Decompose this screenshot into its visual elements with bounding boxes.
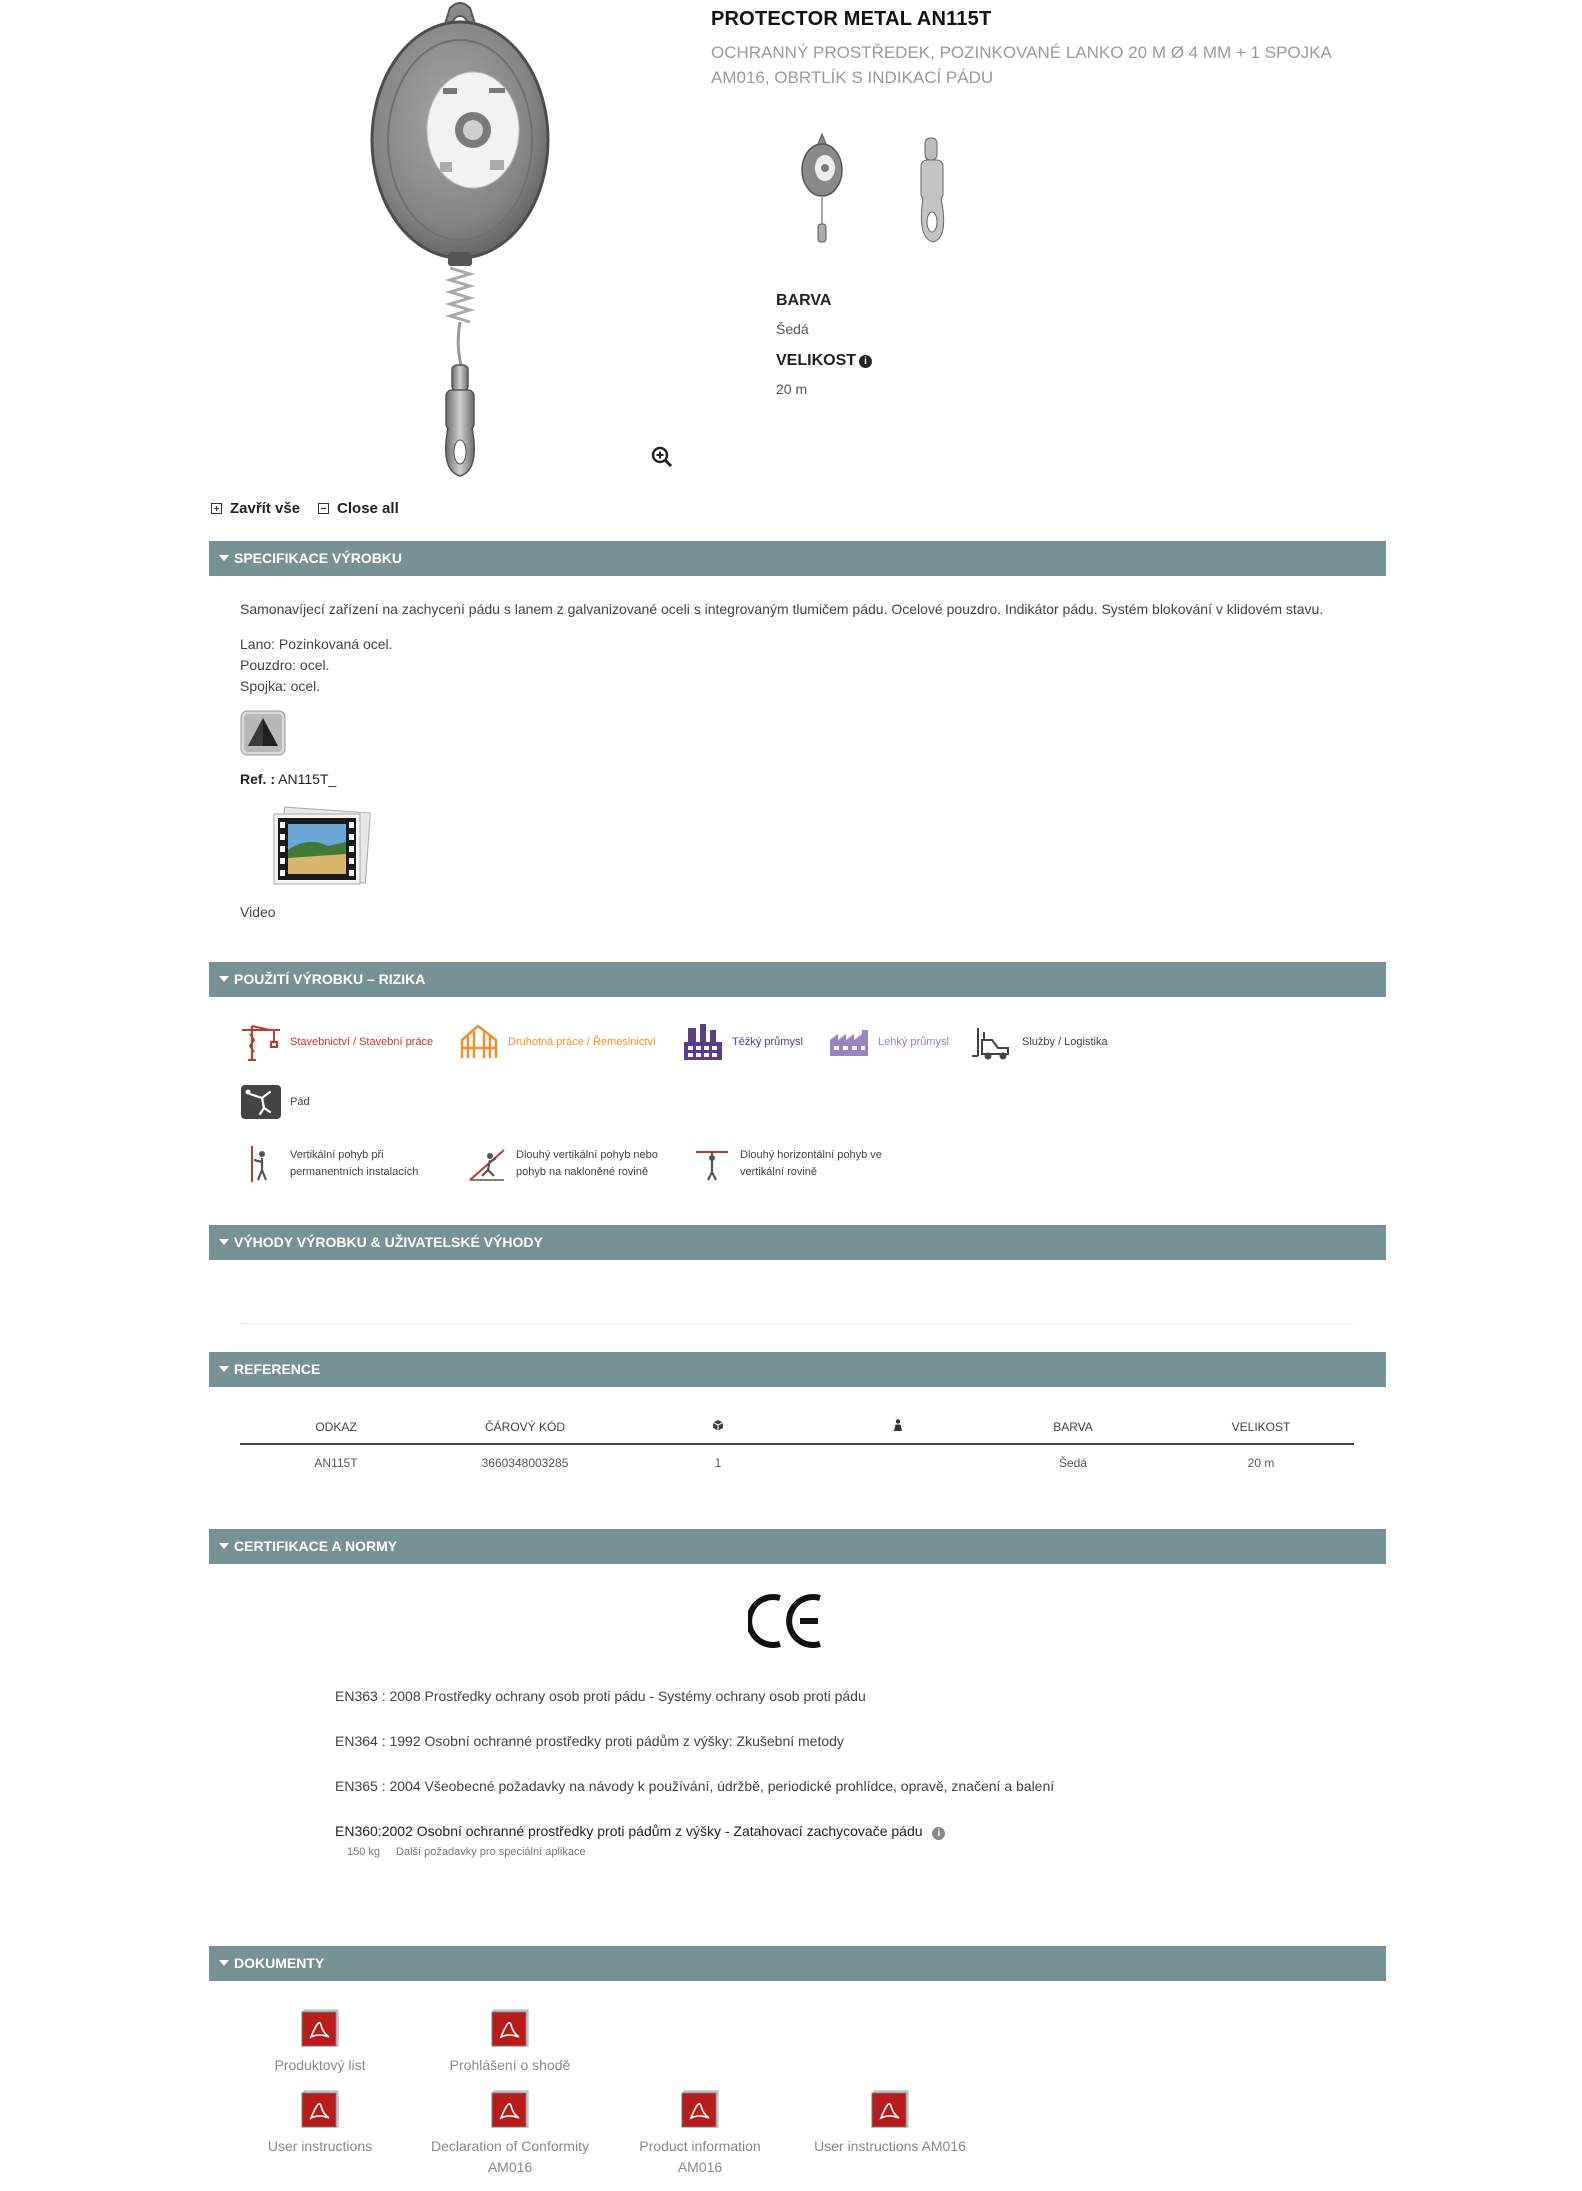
product-main-image[interactable] [340,0,580,480]
section-header-benefits[interactable] [209,1225,1386,1260]
ref-value: AN115T_ [278,771,337,787]
sector-label: Služby / Logistika [1022,1036,1108,1048]
sector-label: Těžký průmysl [732,1036,803,1048]
cell-size: 20 m [1247,1455,1275,1470]
col-color: BARVA [978,1410,1168,1444]
light-industry-icon [828,1022,870,1062]
sector-logistics [972,1022,1108,1062]
norm-en365: EN365 : 2004 Všeobecné požadavky na návody k používání, údržbě, periodické prohlídce, opravě, značení a balení [335,1778,1055,1794]
doc-product-info-am016[interactable] [590,2088,810,2178]
sector-light-industry [828,1022,949,1062]
movement-inclined [466,1144,658,1184]
doc-label-2: AM016 [677,2159,723,2175]
pdf-icon [299,2007,341,2049]
movement-label [290,1147,418,1181]
video-label[interactable]: Video [240,904,276,920]
doc-label-2: AM016 [487,2159,533,2175]
expand-all-button[interactable] [211,500,300,517]
caret-down-icon [219,1366,229,1372]
caret-down-icon [219,1543,229,1549]
heavy-industry-icon [682,1022,724,1062]
spec-material-2: Pouzdro: ocel. [240,657,330,673]
thumbnail-device[interactable] [782,130,862,250]
info-icon[interactable]: i [859,355,872,368]
thumbnail-snap-hook[interactable] [895,130,975,250]
cell-box: 1 [714,1455,722,1470]
pdf-icon [679,2088,721,2130]
sector-heavy-industry [682,1022,803,1062]
doc-declaration-am016[interactable] [400,2088,620,2178]
risk-fall [240,1082,310,1122]
expand-all-label: Zavřít vše [230,500,301,517]
doc-user-instructions[interactable] [210,2088,430,2157]
cell-color: Šedá [1058,1455,1088,1470]
pdf-icon [869,2088,911,2130]
doc-label: Declaration of Conformity [431,2138,589,2154]
norm-sub-text: Další požadavky pro speciální aplikace [396,1846,586,1858]
spec-material-3: Spojka: ocel. [240,678,321,694]
color-label: BARVA [776,292,832,309]
person-icon [818,1410,978,1444]
table-row [240,1444,1354,1480]
minus-square-icon [318,503,329,514]
usage-header-label: POUŽITÍ VÝROBKU – RIZIKA [234,971,426,987]
table-header-row [240,1410,1354,1444]
section-header-reference[interactable] [209,1352,1386,1387]
box-icon [618,1410,818,1444]
movement-label [740,1147,882,1181]
brand-logo-icon [240,710,286,756]
norm-en360: EN360:2002 Osobní ochranné prostředky proti pádům z výšky - Zatahovací zachycovače pádu [335,1823,923,1839]
caret-down-icon [219,555,229,561]
close-all-label: Close all [337,500,399,517]
col-barcode: ČÁROVÝ KÓD [432,1410,618,1444]
doc-label: User instructions AM016 [814,2138,966,2154]
col-size: VELIKOST [1168,1410,1354,1444]
close-all-button[interactable] [318,500,399,517]
house-frame-icon [458,1022,500,1062]
vertical-movement-icon [240,1144,282,1184]
movement-label-line-1: Vertikální pohyb při [290,1149,384,1161]
movement-horizontal [690,1144,882,1184]
doc-label: User instructions [267,2138,373,2154]
doc-label: Prohlášení o shodě [449,2057,571,2073]
spec-material-1: Lano: Pozinkovaná ocel. [240,636,393,652]
crane-icon [240,1022,282,1062]
sector-label: Stavebnictví / Stavební práce [290,1036,434,1048]
norm-sub [347,1846,586,1858]
movement-label [516,1147,658,1181]
forklift-icon [972,1022,1014,1062]
sector-craft [458,1022,656,1062]
norm-sub-weight: 150 kg [347,1846,381,1858]
caret-down-icon [219,976,229,982]
benefits-header-label: VÝHODY VÝROBKU & UŽIVATELSKÉ VÝHODY [234,1234,543,1250]
cell-person [818,1444,978,1480]
movement-vertical [240,1144,418,1184]
sector-label: Lehký průmysl [878,1036,949,1048]
video-thumbnail-icon[interactable] [268,806,372,890]
divider [240,1323,1354,1324]
movement-label-line-2: pohyb na nakloněné rovině [516,1166,649,1178]
plus-square-icon [211,503,222,514]
ce-mark-icon [748,1590,828,1652]
size-value: 20 m [776,381,808,397]
risk-label: Pád [290,1096,310,1108]
spec-header-label: SPECIFIKACE VÝROBKU [234,550,403,566]
norm-en360-line [335,1823,945,1840]
size-label-wrap [776,352,872,370]
product-subtitle: OCHRANNÝ PROSTŘEDEK, POZINKOVANÉ LANKO 20 M Ø 4 MM + 1 SPOJKA AM016, OBRTLÍK S INDIKACÍ PÁDU [711,43,1331,87]
product-title: PROTECTOR METAL AN115T [711,8,992,30]
ref-line [240,771,336,787]
pdf-icon [489,2007,531,2049]
norm-en364: EN364 : 1992 Osobní ochranné prostředky proti pádům z výšky: Zkušební metody [335,1733,844,1749]
section-header-usage[interactable] [209,962,1386,997]
section-header-documents[interactable] [209,1946,1386,1981]
zoom-in-icon[interactable] [650,445,674,469]
caret-down-icon [219,1960,229,1966]
cell-barcode: 3660348003285 [481,1455,569,1470]
movement-label-line-1: Dlouhý vertikální pohyb nebo [516,1149,658,1161]
movement-label-line-2: permanentních instalacích [290,1166,419,1178]
norm-en363: EN363 : 2008 Prostředky ochrany osob proti pádu - Systémy ochrany osob proti pádu [335,1688,866,1704]
ref-label: Ref. : [240,771,275,787]
reference-header-label: REFERENCE [234,1361,321,1377]
doc-product-sheet[interactable] [210,2007,430,2076]
horizontal-movement-icon [690,1144,732,1184]
info-icon[interactable]: i [932,1827,945,1840]
caret-down-icon [219,1239,229,1245]
reference-table [240,1410,1354,1480]
section-header-certification[interactable] [209,1529,1386,1564]
doc-user-instructions-am016[interactable] [780,2088,1000,2157]
fall-icon [240,1082,282,1122]
pdf-icon [299,2088,341,2130]
pdf-icon [489,2088,531,2130]
documents-header-label: DOKUMENTY [234,1955,325,1971]
sector-label: Druhotná práce / Řemeslnictví [508,1036,656,1048]
movement-label-line-2: vertikální rovině [740,1166,818,1178]
sector-construction [240,1022,433,1062]
certification-header-label: CERTIFIKACE A NORMY [234,1538,398,1554]
cell-ref: AN115T [314,1455,358,1470]
movement-label-line-1: Dlouhý horizontální pohyb ve [740,1149,882,1161]
spec-description: Samonavíjecí zařízení na zachycení pádu s lanem z galvanizované oceli s integrovaným tlumičem pádu. Ocelové pouzdro. Indikátor pádu. Systém blokování v klidovém stavu. [240,601,1324,617]
section-header-spec[interactable] [209,541,1386,576]
section-toggles [211,500,399,517]
doc-label: Product information [639,2138,761,2154]
doc-declaration-cs[interactable] [400,2007,620,2076]
inclined-movement-icon [466,1144,508,1184]
col-odkaz: ODKAZ [240,1410,432,1444]
size-label: VELIKOST [776,352,857,369]
doc-label: Produktový list [274,2057,366,2073]
color-value: Šedá [776,321,809,337]
